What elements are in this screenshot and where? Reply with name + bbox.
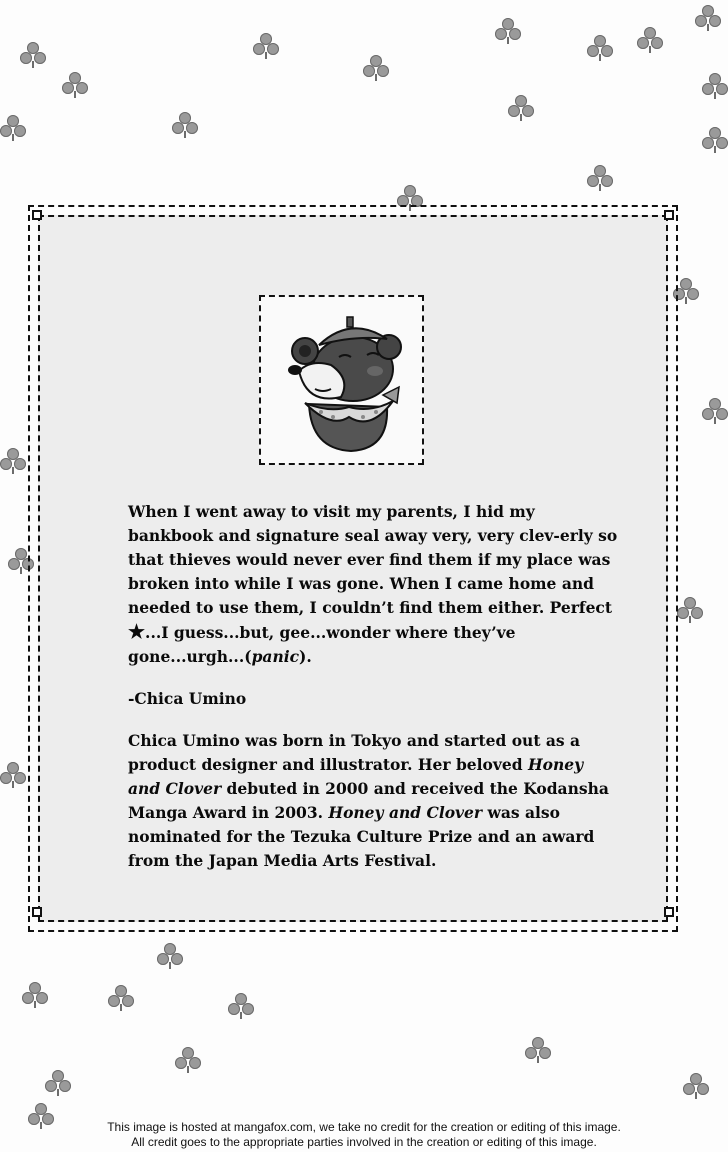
author-bio-paragraph <box>128 729 618 873</box>
clover-icon <box>702 73 728 99</box>
clover-icon <box>0 448 26 474</box>
clover-icon <box>683 1073 709 1099</box>
clover-icon <box>0 762 26 788</box>
author-portrait-frame <box>259 295 424 465</box>
clover-icon <box>62 72 88 98</box>
clover-icon <box>637 27 663 53</box>
clover-icon <box>228 993 254 1019</box>
comment-text-part3: ). <box>299 647 312 666</box>
clover-icon <box>0 115 26 141</box>
author-comment-paragraph <box>128 500 618 669</box>
bio-title-1: Honey and Clover <box>128 755 584 798</box>
frame-corner-bottom-left <box>32 907 42 917</box>
credit-line-2: All credit goes to the appropriate parties involved in the creation or editing of this image. <box>131 1135 597 1149</box>
bio-text-part3: was also nominated for the Tezuka Culture Prize and an award from the Japan Media Arts Festival. <box>128 803 595 870</box>
credit-line-1: This image is hosted at mangafox.com, we take no credit for the creation or editing of this image. <box>107 1120 621 1134</box>
clover-icon <box>587 165 613 191</box>
clover-icon <box>508 95 534 121</box>
author-bear-mascot-icon <box>271 309 416 454</box>
clover-icon <box>702 127 728 153</box>
bio-text-part1: Chica Umino was born in Tokyo and started out as a product designer and illustrator. Her beloved <box>128 731 581 774</box>
bio-text-part2: debuted in 2000 and received the Kodansha Manga Award in 2003. <box>128 779 609 822</box>
author-note <box>128 500 618 873</box>
star-icon: ★ <box>128 621 146 643</box>
clover-icon <box>525 1037 551 1063</box>
clover-icon <box>157 943 183 969</box>
comment-text-part2: ...I guess...but, gee...wonder where they’ve gone...urgh...( <box>128 623 516 666</box>
clover-icon <box>587 35 613 61</box>
clover-icon <box>20 42 46 68</box>
clover-icon <box>363 55 389 81</box>
clover-icon <box>175 1047 201 1073</box>
frame-corner-top-right <box>664 210 674 220</box>
clover-icon <box>108 985 134 1011</box>
clover-icon <box>253 33 279 59</box>
author-signature: -Chica Umino <box>128 689 247 708</box>
clover-icon <box>22 982 48 1008</box>
clover-icon <box>695 5 721 31</box>
clover-icon <box>495 18 521 44</box>
clover-icon <box>677 597 703 623</box>
frame-corner-bottom-right <box>664 907 674 917</box>
comment-emphasis: panic <box>251 647 300 666</box>
clover-icon <box>45 1070 71 1096</box>
clover-icon <box>172 112 198 138</box>
comment-text-part1: When I went away to visit my parents, I hid my bankbook and signature seal away very, very clev-erly so that thieves would never ever find them if my place was broken into while I was gone. When I came home and needed to use them, I couldn’t find them either. Perfect <box>128 502 618 617</box>
bio-title-2: Honey and Clover <box>328 803 483 822</box>
frame-corner-top-left <box>32 210 42 220</box>
clover-icon <box>702 398 728 424</box>
